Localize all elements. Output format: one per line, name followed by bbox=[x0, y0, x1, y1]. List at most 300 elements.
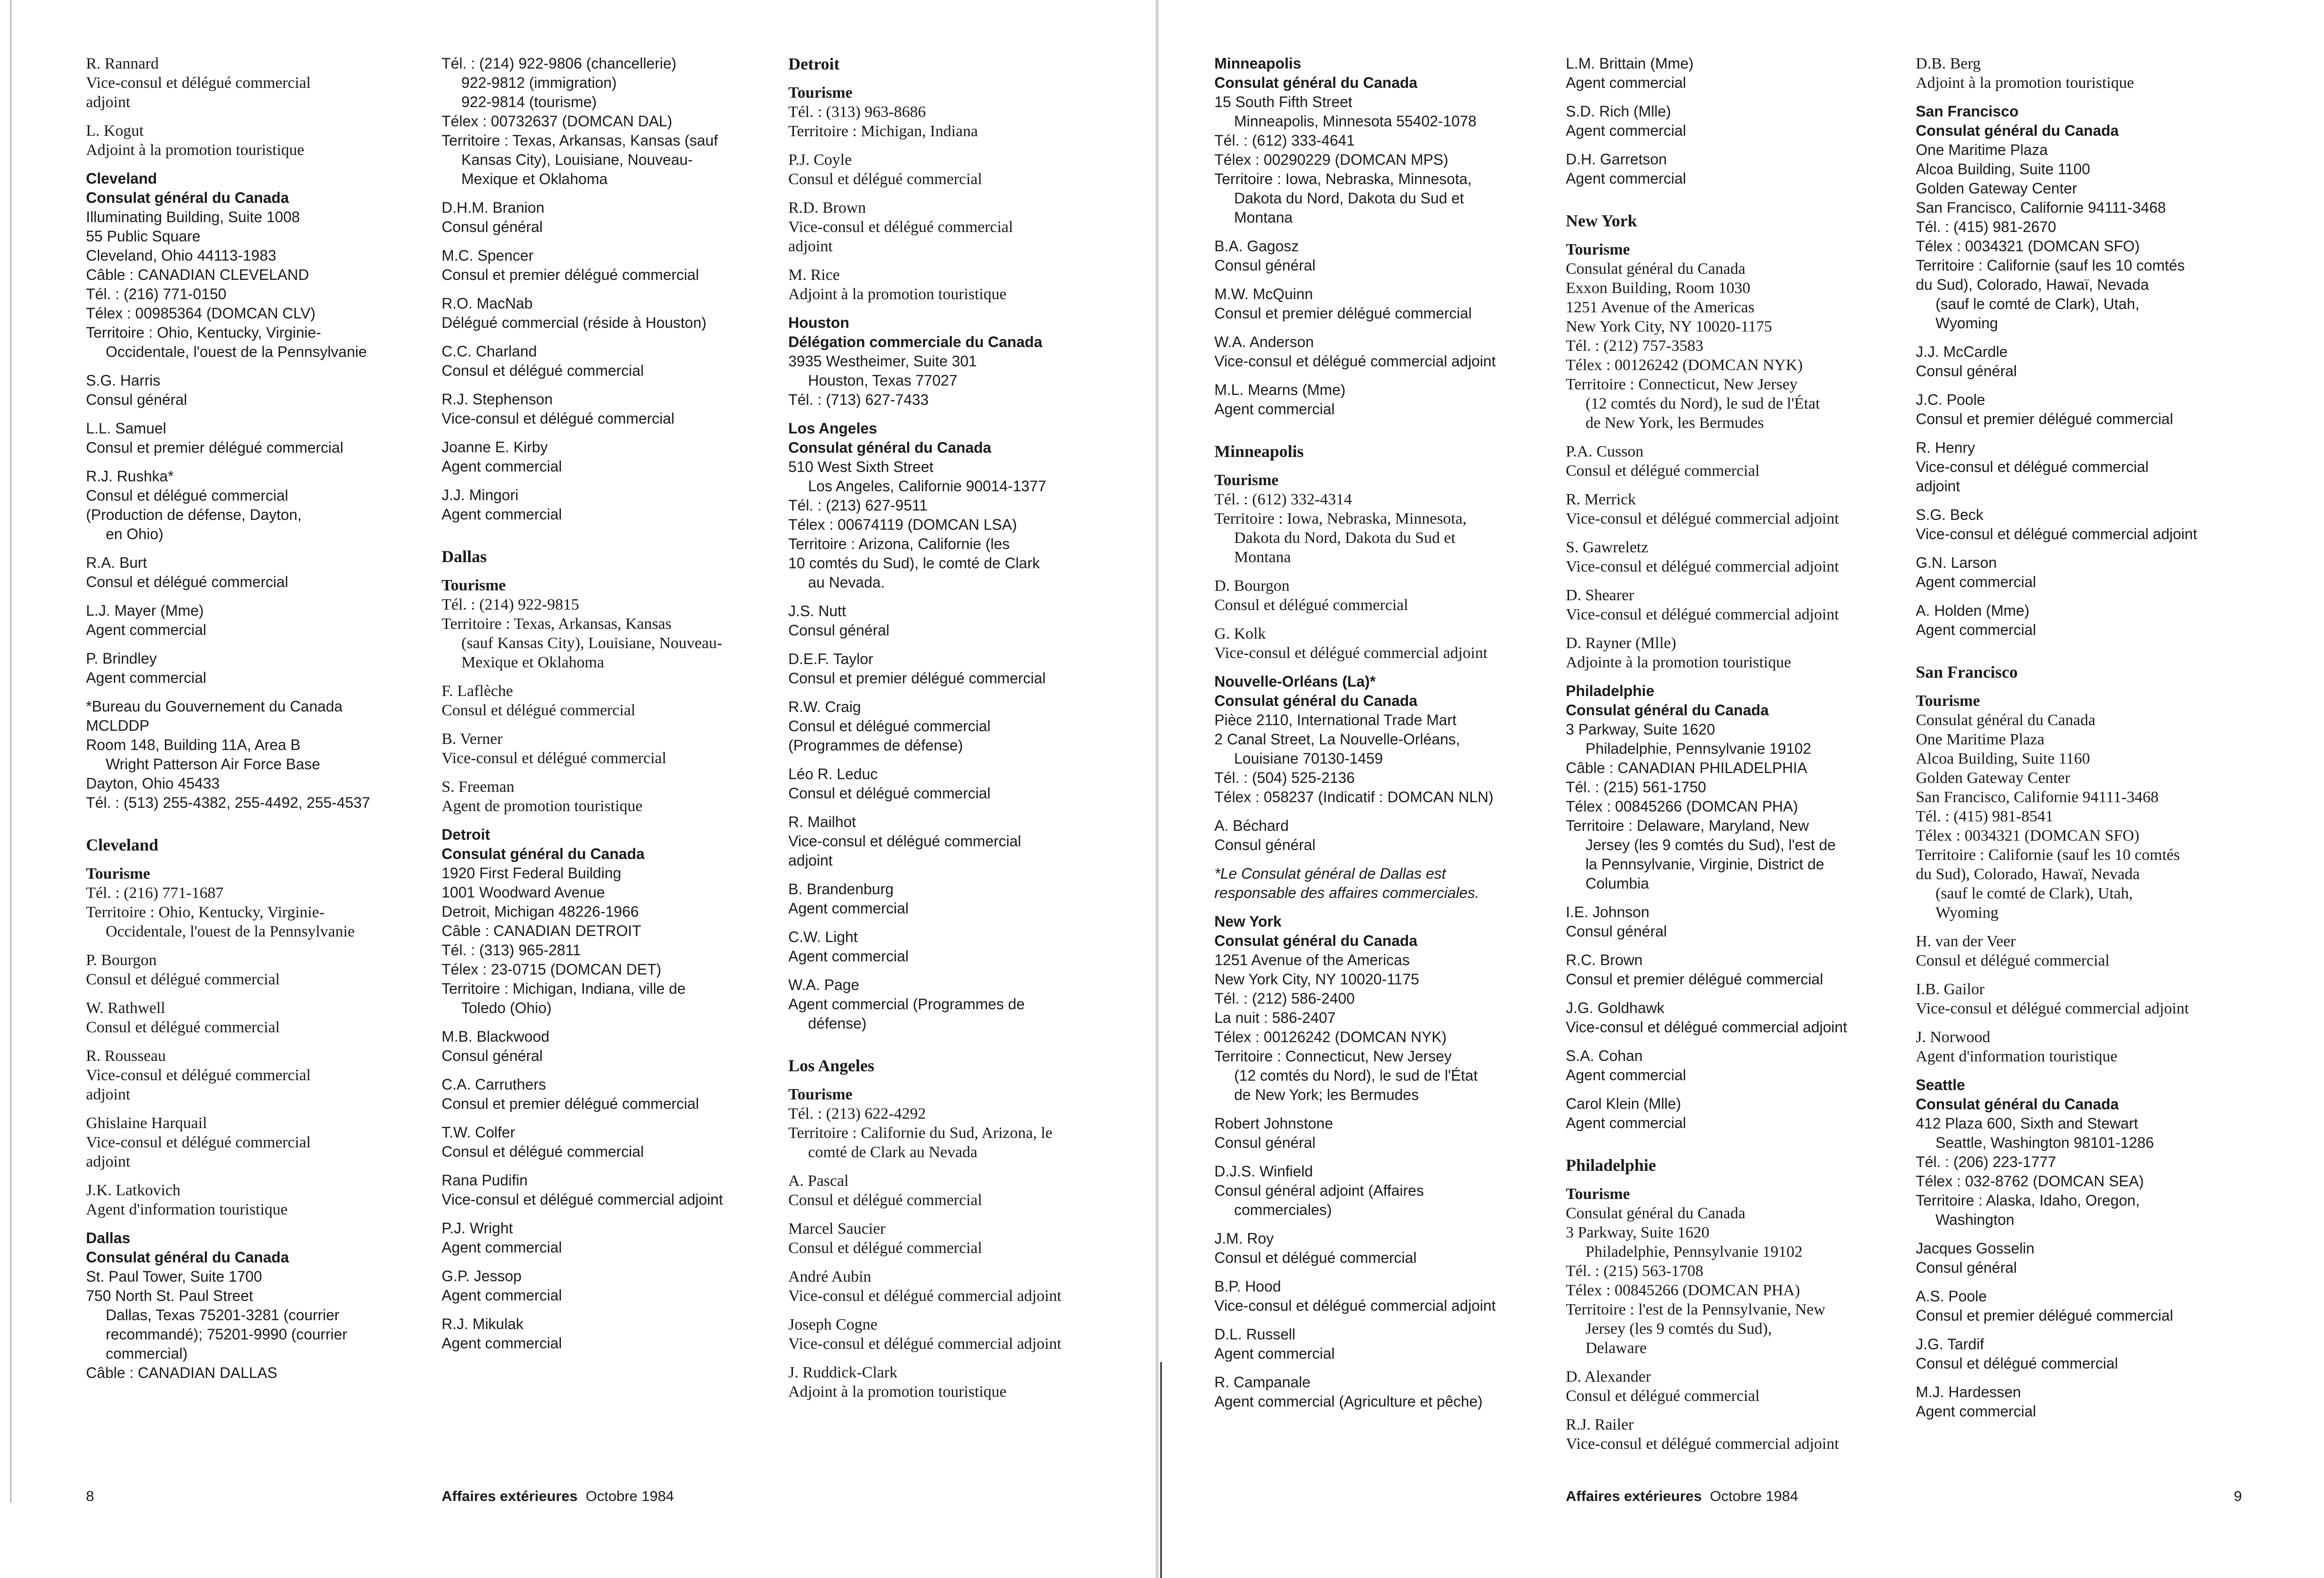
entry-line: Montana bbox=[1234, 209, 1293, 226]
directory-entry bbox=[86, 998, 424, 1037]
entry-name: Tourisme bbox=[1566, 1185, 1630, 1203]
entry-line: Occidentale, l'ouest de la Pennsylvanie bbox=[106, 923, 355, 940]
directory-entry bbox=[1916, 54, 2254, 93]
entry-name: I.E. Johnson bbox=[1566, 904, 1649, 920]
entry-name: J.M. Roy bbox=[1214, 1230, 1274, 1247]
entry-line: Télex : 00845266 (DOMCAN PHA) bbox=[1566, 798, 1798, 815]
entry-line: Jersey (les 9 comtés du Sud), bbox=[1586, 1320, 1772, 1338]
entry-line: Agent commercial bbox=[1566, 1114, 1687, 1131]
entry-line: Adjoint à la promotion touristique bbox=[86, 141, 304, 159]
directory-entry bbox=[1916, 1287, 2254, 1325]
directory-entry bbox=[788, 198, 1127, 256]
entry-name: R.O. MacNab bbox=[442, 295, 533, 312]
entry-line: Territoire : Connecticut, New Jersey bbox=[1214, 1048, 1452, 1065]
entry-line: Consulat général du Canada bbox=[1916, 1096, 2119, 1113]
directory-entry bbox=[1566, 634, 1904, 672]
entry-line: Consulat général du Canada bbox=[788, 439, 992, 456]
entry-line: Vice-consul et délégué commercial adjoint bbox=[788, 1287, 1062, 1305]
entry-line: Consulat général du Canada bbox=[1214, 692, 1418, 709]
entry-name: Tél. : (214) 922-9806 (chancellerie) bbox=[442, 55, 676, 72]
entry-line: Agent commercial bbox=[1916, 621, 2036, 638]
entry-line: Télex : 032-8762 (DOMCAN SEA) bbox=[1916, 1173, 2144, 1190]
entry-name: R.C. Brown bbox=[1566, 951, 1643, 968]
entry-line: (sauf Kansas City), Louisiane, Nouveau- bbox=[461, 634, 723, 652]
entry-line: Tél. : (206) 223-1777 bbox=[1916, 1153, 2056, 1170]
entry-line: Consul et délégué commercial bbox=[788, 1239, 982, 1257]
directory-entry bbox=[1916, 102, 2254, 333]
entry-line: 412 Plaza 600, Sixth and Stewart bbox=[1916, 1115, 2138, 1132]
entry-line: Agent commercial bbox=[442, 1239, 562, 1256]
entry-name: S. Gawreletz bbox=[1566, 539, 1648, 556]
left-page-column-2 bbox=[442, 54, 780, 1362]
entry-line: Télex : 0034321 (DOMCAN SFO) bbox=[1916, 238, 2140, 255]
entry-line: Tél. : (214) 922-9815 bbox=[442, 596, 579, 613]
directory-entry bbox=[442, 246, 780, 285]
entry-line: Tél. : (212) 586-2400 bbox=[1214, 990, 1355, 1007]
entry-line: 1251 Avenue of the Americas bbox=[1214, 951, 1410, 968]
entry-name: Los Angeles bbox=[788, 420, 878, 437]
entry-line: Agent commercial bbox=[1214, 401, 1335, 418]
entry-name: Seattle bbox=[1916, 1076, 1965, 1093]
entry-line: 922-9814 (tourisme) bbox=[461, 93, 597, 110]
entry-name: P.A. Cusson bbox=[1566, 443, 1644, 460]
entry-line: Adjoint à la promotion touristique bbox=[788, 1383, 1007, 1400]
entry-line: (Programmes de défense) bbox=[788, 737, 963, 754]
entry-line: Tél. : (513) 255-4382, 255-4492, 255-4537 bbox=[86, 794, 370, 811]
right-page-column-1 bbox=[1214, 54, 1553, 1421]
entry-line: Dallas, Texas 75201-3281 (courrier bbox=[106, 1307, 340, 1323]
entry-name: J.J. Mingori bbox=[442, 487, 519, 503]
entry-line: Delaware bbox=[1586, 1339, 1647, 1357]
entry-name: M.J. Hardessen bbox=[1916, 1384, 2021, 1400]
entry-line: Télex : 00732637 (DOMCAN DAL) bbox=[442, 113, 672, 130]
directory-entry bbox=[442, 54, 780, 189]
entry-line: Consulat général du Canada bbox=[1214, 74, 1418, 91]
directory-entry bbox=[1214, 576, 1553, 615]
entry-name: B. Verner bbox=[442, 730, 503, 748]
entry-line: Tél. : (313) 965-2811 bbox=[442, 942, 581, 959]
directory-entry bbox=[86, 1181, 424, 1219]
entry-name: S.D. Rich (Mlle) bbox=[1566, 103, 1671, 120]
entry-name: Robert Johnstone bbox=[1214, 1115, 1333, 1132]
directory-entry bbox=[1916, 691, 2254, 922]
directory-entry bbox=[1566, 681, 1904, 893]
entry-line: Consulat général du Canada bbox=[1916, 122, 2119, 139]
directory-entry bbox=[86, 553, 424, 592]
entry-line: Territoire : l'est de la Pennsylvanie, New bbox=[1566, 1301, 1826, 1318]
directory-entry bbox=[442, 198, 780, 237]
entry-line: Consul et délégué commercial bbox=[788, 170, 982, 188]
entry-line: Vice-consul et délégué commercial bbox=[442, 410, 675, 427]
entry-line: Délégation commerciale du Canada bbox=[788, 333, 1042, 350]
entry-line: Vice-consul et délégué commercial bbox=[86, 74, 311, 92]
entry-line: San Francisco, Californie 94111-3468 bbox=[1916, 789, 2159, 806]
entry-line: Alcoa Building, Suite 1160 bbox=[1916, 750, 2090, 767]
entry-name: R.W. Craig bbox=[788, 698, 861, 715]
directory-entry bbox=[442, 1075, 780, 1114]
entry-line: Consulat général du Canada bbox=[86, 1249, 289, 1266]
entry-name: A. Holden (Mme) bbox=[1916, 602, 2029, 619]
directory-entry bbox=[788, 313, 1127, 410]
entry-name: B.A. Gagosz bbox=[1214, 238, 1299, 255]
entry-line: Tél. : (313) 963-8686 bbox=[788, 103, 926, 121]
entry-line: Vice-consul et délégué commercial adjoint bbox=[1916, 526, 2197, 542]
directory-entry bbox=[1214, 1162, 1553, 1220]
entry-line: Consul et premier délégué commercial bbox=[1916, 1307, 2173, 1324]
entry-name: B.P. Hood bbox=[1214, 1278, 1281, 1295]
entry-line: Consul et premier délégué commercial bbox=[86, 439, 343, 456]
right-page-column-2 bbox=[1566, 54, 1904, 1463]
directory-entry bbox=[1916, 390, 2254, 429]
entry-line: Consul et délégué commercial bbox=[1566, 1387, 1760, 1405]
entry-line: Télex : 00674119 (DOMCAN LSA) bbox=[788, 516, 1017, 533]
entry-line: MCLDDP bbox=[86, 717, 150, 734]
entry-line: Vice-consul et délégué commercial adjoint bbox=[1916, 1000, 2189, 1017]
entry-name: Dallas bbox=[86, 1230, 131, 1246]
entry-line: Occidentale, l'ouest de la Pennsylvanie bbox=[106, 343, 367, 360]
directory-entry bbox=[86, 951, 424, 989]
entry-name: C.C. Charland bbox=[442, 343, 537, 360]
directory-entry bbox=[442, 390, 780, 428]
entry-name: B. Brandenburg bbox=[788, 881, 894, 897]
entry-line: Mexique et Oklahoma bbox=[461, 170, 608, 187]
entry-name: J.K. Latkovich bbox=[86, 1182, 181, 1199]
entry-line: recommandé); 75201-9990 (courrier bbox=[106, 1326, 348, 1343]
directory-entry bbox=[86, 371, 424, 410]
entry-line: Agent d'information touristique bbox=[1916, 1048, 2118, 1065]
directory-entry bbox=[788, 650, 1127, 688]
left-page-number: 8 bbox=[86, 1488, 94, 1504]
directory-entry bbox=[1916, 342, 2254, 381]
directory-entry bbox=[442, 294, 780, 333]
page-edge-line bbox=[10, 0, 11, 1503]
entry-line: Vice-consul et délégué commercial bbox=[442, 750, 667, 767]
left-page-column-1 bbox=[86, 54, 424, 1392]
section-heading: New York bbox=[1566, 211, 1637, 230]
entry-name: S. Freeman bbox=[442, 778, 514, 796]
directory-entry bbox=[1566, 490, 1904, 528]
directory-entry bbox=[1566, 998, 1904, 1037]
entry-line: Agent commercial (Agriculture et pêche) bbox=[1214, 1393, 1483, 1410]
entry-line: St. Paul Tower, Suite 1700 bbox=[86, 1268, 262, 1285]
directory-entry bbox=[86, 169, 424, 362]
entry-line: adjoint bbox=[86, 93, 131, 111]
entry-line: Consulat général du Canada bbox=[1566, 1205, 1746, 1222]
entry-name: D.B. Berg bbox=[1916, 55, 1981, 72]
entry-line: Territoire : Connecticut, New Jersey bbox=[1566, 376, 1798, 393]
entry-line: Télex : 23-0715 (DOMCAN DET) bbox=[442, 961, 661, 978]
entry-line: 1251 Avenue of the Americas bbox=[1566, 299, 1755, 316]
entry-line: Tél. : (215) 563-1708 bbox=[1566, 1262, 1703, 1280]
entry-line: Délégué commercial (réside à Houston) bbox=[442, 314, 707, 331]
entry-line: Philadelphie, Pennsylvanie 19102 bbox=[1586, 1243, 1803, 1261]
entry-line: Télex : 00126242 (DOMCAN NYK) bbox=[1566, 356, 1803, 374]
directory-entry bbox=[1916, 1383, 2254, 1421]
entry-line: Vice-consul et délégué commercial bbox=[86, 1067, 311, 1084]
entry-name: S.G. Beck bbox=[1916, 506, 1984, 523]
entry-name: M.B. Blackwood bbox=[442, 1028, 550, 1045]
entry-line: Agent commercial bbox=[442, 1335, 562, 1352]
directory-entry bbox=[1214, 1373, 1553, 1411]
entry-name: J.G. Goldhawk bbox=[1566, 999, 1664, 1016]
entry-line: Télex : 00126242 (DOMCAN NYK) bbox=[1214, 1029, 1447, 1045]
directory-entry bbox=[1916, 553, 2254, 592]
entry-line: Vice-consul et délégué commercial bbox=[1916, 458, 2149, 475]
entry-name: San Francisco bbox=[1916, 103, 2019, 120]
entry-name: R. Henry bbox=[1916, 439, 1975, 456]
directory-entry bbox=[86, 467, 424, 544]
entry-line: 3935 Westheimer, Suite 301 bbox=[788, 353, 977, 370]
entry-name: G.N. Larson bbox=[1916, 554, 1997, 571]
entry-line: (12 comtés du Nord), le sud de l'État bbox=[1586, 395, 1820, 412]
entry-name: H. van der Veer bbox=[1916, 933, 2016, 950]
entry-name: Nouvelle-Orléans (La)* bbox=[1214, 673, 1376, 690]
entry-name: Léo R. Leduc bbox=[788, 766, 878, 782]
directory-entry bbox=[1916, 601, 2254, 640]
entry-line: Consul et délégué commercial bbox=[1566, 462, 1760, 480]
directory-entry bbox=[1214, 285, 1553, 323]
entry-name: D. Rayner (Mlle) bbox=[1566, 634, 1677, 652]
directory-entry bbox=[1566, 903, 1904, 941]
entry-name: D.E.F. Taylor bbox=[788, 650, 873, 667]
directory-entry bbox=[788, 1219, 1127, 1258]
entry-line: Houston, Texas 77027 bbox=[808, 372, 957, 389]
directory-entry bbox=[1214, 54, 1553, 227]
directory-entry bbox=[788, 765, 1127, 803]
directory-entry bbox=[788, 1363, 1127, 1401]
entry-line: du Sud), Colorado, Hawaï, Nevada bbox=[1916, 866, 2140, 883]
entry-line: Consulat général du Canada bbox=[1214, 932, 1418, 949]
entry-line: Consul et premier délégué commercial bbox=[1214, 305, 1472, 322]
entry-name: J.C. Poole bbox=[1916, 391, 1985, 408]
directory-entry bbox=[788, 419, 1127, 592]
entry-line: 55 Public Square bbox=[86, 228, 201, 245]
section-heading: Cleveland bbox=[86, 835, 159, 854]
entry-line: Wright Patterson Air Force Base bbox=[106, 756, 320, 773]
entry-line: Room 148, Building 11A, Area B bbox=[86, 736, 301, 753]
entry-line: (12 comtés du Nord), le sud de l'État bbox=[1234, 1067, 1478, 1084]
directory-entry bbox=[788, 1315, 1127, 1354]
right-footer-title: Affaires extérieures bbox=[1566, 1488, 1702, 1504]
entry-line: Tél. : (504) 525-2136 bbox=[1214, 769, 1355, 786]
entry-line: Vice-consul et délégué commercial bbox=[86, 1134, 311, 1151]
left-page-column-3 bbox=[788, 54, 1127, 1411]
entry-line: Toledo (Ohio) bbox=[461, 999, 552, 1016]
entry-line: Télex : 0034321 (DOMCAN SFO) bbox=[1916, 827, 2139, 844]
entry-line: Territoire : Alaska, Idaho, Oregon, bbox=[1916, 1192, 2140, 1209]
entry-name: Tourisme bbox=[1916, 692, 1980, 710]
entry-line: adjoint bbox=[788, 238, 833, 255]
directory-entry bbox=[1566, 586, 1904, 624]
entry-name: Cleveland bbox=[86, 170, 157, 187]
directory-entry bbox=[442, 1267, 780, 1305]
directory-entry bbox=[86, 1114, 424, 1171]
directory-entry bbox=[1916, 438, 2254, 496]
entry-line: Consulat général du Canada bbox=[442, 845, 645, 862]
right-page-footer bbox=[1566, 1488, 1798, 1505]
entry-name: R.J. Stephenson bbox=[442, 391, 553, 408]
directory-entry bbox=[1566, 538, 1904, 576]
directory-entry bbox=[788, 812, 1127, 870]
directory-entry bbox=[86, 121, 424, 160]
entry-line: Agent commercial bbox=[1916, 1403, 2036, 1420]
entry-line: Tél. : (415) 981-8541 bbox=[1916, 808, 2053, 825]
entry-line: adjoint bbox=[86, 1153, 131, 1170]
entry-line: Consul et premier délégué commercial bbox=[442, 1095, 699, 1112]
entry-line: Exxon Building, Room 1030 bbox=[1566, 279, 1750, 297]
page-gutter bbox=[1156, 0, 1158, 1578]
entry-name: R. Mailhot bbox=[788, 813, 856, 830]
directory-entry bbox=[1214, 1229, 1553, 1268]
entry-name: Tourisme bbox=[1566, 241, 1630, 258]
entry-name: Carol Klein (Mlle) bbox=[1566, 1095, 1681, 1112]
entry-line: Alcoa Building, Suite 1100 bbox=[1916, 161, 2091, 178]
entry-line: Télex : 00985364 (DOMCAN CLV) bbox=[86, 305, 316, 322]
entry-name: R. Merrick bbox=[1566, 491, 1636, 508]
entry-line: Consul et délégué commercial bbox=[1214, 596, 1408, 614]
entry-line: Adjoint à la promotion touristique bbox=[788, 286, 1007, 303]
entry-line: du Sud), Colorado, Hawaï, Nevada bbox=[1916, 276, 2149, 293]
entry-line: Adjoint à la promotion touristique bbox=[1916, 74, 2134, 92]
entry-line: Golden Gateway Center bbox=[1916, 769, 2070, 787]
entry-line: Consul général adjoint (Affaires bbox=[1214, 1182, 1424, 1199]
entry-name: J.S. Nutt bbox=[788, 603, 846, 619]
directory-entry bbox=[442, 1171, 780, 1209]
directory-entry bbox=[1214, 1114, 1553, 1153]
entry-line: la Pennsylvanie, Virginie, District de bbox=[1586, 856, 1825, 873]
entry-line: Territoire : Texas, Arkansas, Kansas (sauf bbox=[442, 132, 718, 149]
entry-name: Rana Pudifin bbox=[442, 1172, 528, 1189]
entry-line: Consul et délégué commercial bbox=[788, 1191, 982, 1209]
entry-line: Consul général bbox=[1214, 1134, 1316, 1151]
directory-entry bbox=[1566, 1367, 1904, 1406]
directory-entry bbox=[788, 1085, 1127, 1162]
entry-name: L. Kogut bbox=[86, 122, 144, 139]
entry-line: adjoint bbox=[1916, 478, 1960, 495]
entry-name: R. Campanale bbox=[1214, 1374, 1311, 1391]
entry-line: Territoire : Californie du Sud, Arizona, le bbox=[788, 1124, 1053, 1142]
entry-line: Vice-consul et délégué commercial adjoint bbox=[1566, 510, 1839, 527]
entry-line: (Production de défense, Dayton, bbox=[86, 506, 302, 523]
entry-line: Tél. : (212) 757-3583 bbox=[1566, 337, 1703, 355]
entry-line: One Maritime Plaza bbox=[1916, 731, 2044, 748]
section-heading: San Francisco bbox=[1916, 663, 2018, 681]
directory-entry bbox=[1566, 1046, 1904, 1085]
entry-line: Kansas City), Louisiane, Nouveau- bbox=[461, 151, 693, 168]
entry-line: Agent commercial bbox=[1214, 1345, 1335, 1362]
entry-line: Agent commercial bbox=[442, 1287, 562, 1304]
left-page-footer bbox=[442, 1488, 674, 1505]
entry-line: Tél. : (215) 561-1750 bbox=[1566, 779, 1706, 796]
entry-line: 2 Canal Street, La Nouvelle-Orléans, bbox=[1214, 731, 1460, 748]
entry-line: Tél. : (216) 771-0150 bbox=[86, 286, 226, 302]
entry-line: 922-9812 (immigration) bbox=[461, 74, 617, 91]
entry-line: Wyoming bbox=[1935, 315, 1998, 332]
entry-line: Dakota du Nord, Dakota du Sud et bbox=[1234, 529, 1456, 547]
entry-name: D.H. Garretson bbox=[1566, 151, 1667, 168]
entry-line: Territoire : Arizona, Californie (les bbox=[788, 535, 1010, 552]
entry-line: Vice-consul et délégué commercial adjoint bbox=[1214, 1297, 1496, 1314]
directory-entry bbox=[86, 697, 424, 812]
directory-entry bbox=[442, 486, 780, 524]
entry-line: Vice-consul et délégué commercial adjoint bbox=[1566, 1435, 1839, 1453]
directory-entry bbox=[1566, 442, 1904, 480]
entry-line: 15 South Fifth Street bbox=[1214, 93, 1352, 110]
entry-line: Territoire : Ohio, Kentucky, Virginie- bbox=[86, 324, 321, 341]
entry-line: Vice-consul et délégué commercial bbox=[788, 218, 1013, 236]
entry-name: F. Laflèche bbox=[442, 682, 513, 700]
entry-line: Agent commercial (Programmes de bbox=[788, 996, 1025, 1013]
entry-line: Seattle, Washington 98101-1286 bbox=[1935, 1134, 2154, 1151]
entry-name: Jacques Gosselin bbox=[1916, 1240, 2035, 1257]
entry-name: D. Alexander bbox=[1566, 1368, 1651, 1385]
entry-line: Consulat général du Canada bbox=[1566, 702, 1769, 719]
entry-line: Tél. : (213) 622-4292 bbox=[788, 1105, 926, 1122]
entry-line: Adjointe à la promotion touristique bbox=[1566, 654, 1791, 671]
directory-entry bbox=[86, 649, 424, 688]
entry-line: Consul général bbox=[442, 1047, 543, 1064]
directory-entry bbox=[788, 1267, 1127, 1306]
entry-line: Consul et premier délégué commercial bbox=[1916, 410, 2173, 427]
entry-name: P. Bourgon bbox=[86, 951, 157, 969]
entry-line: Agent commercial bbox=[86, 669, 207, 686]
directory-entry bbox=[788, 265, 1127, 304]
directory-entry bbox=[86, 601, 424, 640]
entry-name: G. Kolk bbox=[1214, 625, 1266, 642]
entry-line: Câble : CANADIAN DALLAS bbox=[86, 1364, 278, 1381]
entry-line: Consul et délégué commercial bbox=[442, 1143, 644, 1160]
entry-name: J. Norwood bbox=[1916, 1029, 1990, 1046]
entry-line: Pièce 2110, International Trade Mart bbox=[1214, 712, 1457, 728]
entry-line: Consul et délégué commercial bbox=[1916, 1355, 2118, 1372]
entry-line: Consul général bbox=[1214, 836, 1316, 853]
section-heading: Minneapolis bbox=[1214, 442, 1304, 461]
section-heading: Detroit bbox=[788, 54, 840, 73]
entry-name: *Bureau du Gouvernement du Canada bbox=[86, 698, 343, 715]
directory-entry bbox=[1214, 816, 1553, 855]
entry-line: One Maritime Plaza bbox=[1916, 141, 2048, 158]
directory-entry bbox=[1916, 1335, 2254, 1373]
entry-name: Tourisme bbox=[788, 1086, 853, 1103]
entry-line: commerciales) bbox=[1234, 1201, 1332, 1218]
entry-line: Consul et premier délégué commercial bbox=[788, 670, 1046, 687]
directory-entry bbox=[788, 83, 1127, 141]
entry-name: D.J.S. Winfield bbox=[1214, 1163, 1313, 1180]
entry-name: R.J. Rushka* bbox=[86, 468, 174, 485]
entry-line: Agent commercial bbox=[1566, 170, 1687, 187]
entry-line: 3 Parkway, Suite 1620 bbox=[1566, 721, 1715, 738]
entry-line: Consul et délégué commercial bbox=[86, 573, 288, 590]
entry-name: Tourisme bbox=[442, 577, 506, 594]
directory-entry bbox=[1916, 1028, 2254, 1066]
entry-line: 510 West Sixth Street bbox=[788, 458, 933, 475]
entry-line: adjoint bbox=[86, 1086, 131, 1103]
directory-entry bbox=[86, 419, 424, 457]
directory-entry bbox=[788, 928, 1127, 966]
directory-entry bbox=[1214, 672, 1553, 807]
entry-line: Agent commercial bbox=[1566, 1067, 1687, 1083]
entry-line: Câble : CANADIAN CLEVELAND bbox=[86, 266, 309, 283]
entry-line: Agent commercial bbox=[788, 948, 909, 965]
entry-line: Vice-consul et délégué commercial adjoint bbox=[788, 1335, 1062, 1353]
entry-line: Vice-consul et délégué commercial adjoint bbox=[1566, 1019, 1847, 1036]
entry-line: Territoire : Michigan, Indiana bbox=[788, 123, 978, 140]
directory-entry bbox=[1566, 54, 1904, 93]
entry-line: San Francisco, Californie 94111-3468 bbox=[1916, 199, 2166, 216]
entry-line: Tél. : (213) 627-9511 bbox=[788, 497, 928, 514]
entry-name: M.W. McQuinn bbox=[1214, 286, 1313, 302]
directory-entry bbox=[1214, 864, 1553, 903]
